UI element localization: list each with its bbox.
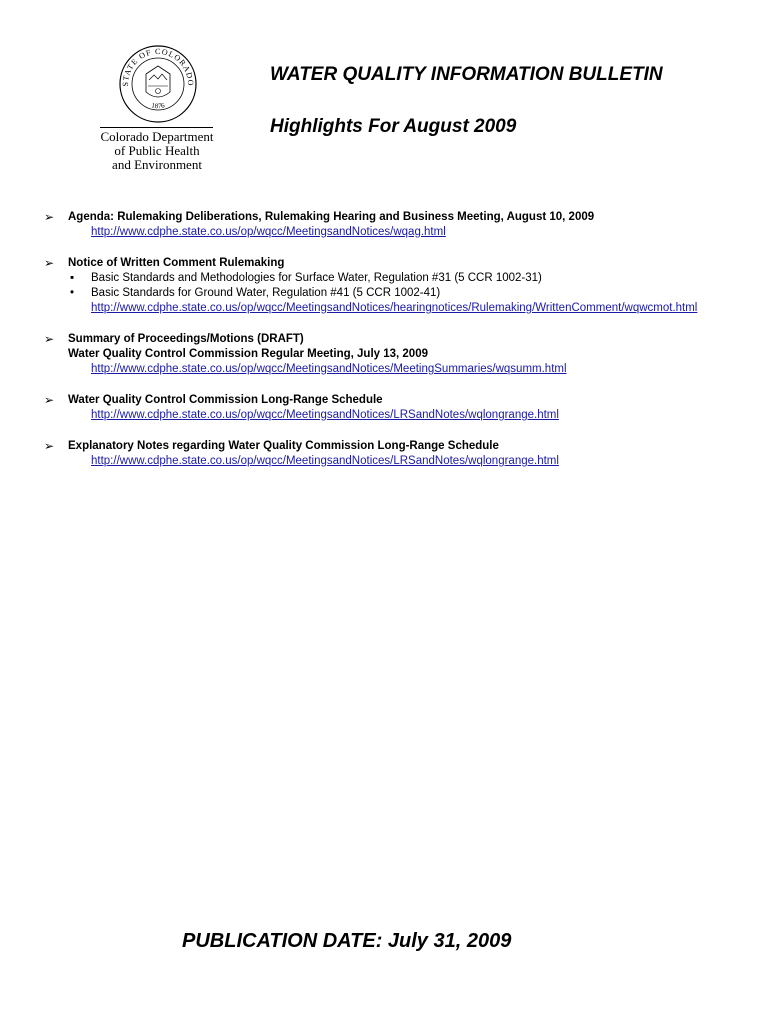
seal-top-text: STATE OF COLORADO bbox=[120, 46, 196, 87]
item-title: Summary of Proceedings/Motions (DRAFT) bbox=[68, 333, 304, 345]
sub-item-link-wrap bbox=[91, 301, 744, 316]
item-subtitle: Water Quality Control Commission Regular Meeting, July 13, 2009 bbox=[68, 348, 428, 360]
bulletin-title: WATER QUALITY INFORMATION BULLETIN bbox=[270, 64, 663, 85]
svg-text:1876 bbox=[151, 101, 166, 110]
square-bullet-icon: ▪ bbox=[70, 272, 75, 284]
department-line-2: of Public Health bbox=[114, 143, 200, 158]
item-title: Agenda: Rulemaking Deliberations, Rulemaking Hearing and Business Meeting, August 10, 2009 bbox=[68, 211, 595, 223]
item-link[interactable]: http://www.cdphe.state.co.us/op/wqcc/MeetingsandNotices/LRSandNotes/wqlongrange.html bbox=[91, 455, 559, 467]
department-name bbox=[92, 130, 222, 172]
list-item bbox=[44, 256, 744, 316]
item-title: Water Quality Control Commission Long-Range Schedule bbox=[68, 394, 383, 406]
seal-year: 1876 bbox=[150, 101, 166, 111]
arrow-bullet-icon: ➢ bbox=[44, 393, 55, 407]
item-link[interactable]: http://www.cdphe.state.co.us/op/wqcc/MeetingsandNotices/hearingnotices/Rulemaking/WrittenComment/wqwcmot.html bbox=[91, 302, 698, 314]
arrow-bullet-icon: ➢ bbox=[44, 439, 55, 453]
list-item bbox=[44, 393, 744, 423]
bulletin-subtitle: Highlights For August 2009 bbox=[270, 116, 517, 137]
state-seal-logo bbox=[118, 44, 198, 124]
list-item bbox=[44, 210, 744, 240]
sub-item bbox=[70, 271, 744, 286]
round-bullet-icon: • bbox=[70, 287, 75, 299]
arrow-bullet-icon: ➢ bbox=[44, 210, 55, 224]
item-title: Explanatory Notes regarding Water Quality Commission Long-Range Schedule bbox=[68, 440, 499, 452]
sub-item-text: Basic Standards and Methodologies for Surface Water, Regulation #31 (5 CCR 1002-31) bbox=[91, 272, 542, 284]
item-link[interactable]: http://www.cdphe.state.co.us/op/wqcc/MeetingsandNotices/LRSandNotes/wqlongrange.html bbox=[91, 409, 559, 421]
arrow-bullet-icon: ➢ bbox=[44, 332, 55, 346]
item-link[interactable]: http://www.cdphe.state.co.us/op/wqcc/MeetingsandNotices/wqag.html bbox=[91, 226, 446, 238]
sub-item bbox=[70, 286, 744, 301]
publication-date: PUBLICATION DATE: July 31, 2009 bbox=[182, 930, 512, 952]
list-item bbox=[44, 332, 744, 377]
department-line-3: and Environment bbox=[112, 157, 202, 172]
item-link[interactable]: http://www.cdphe.state.co.us/op/wqcc/MeetingsandNotices/MeetingSummaries/wqsumm.html bbox=[91, 363, 567, 375]
bulletin-items bbox=[44, 210, 744, 485]
list-item bbox=[44, 439, 744, 469]
sub-item-text: Basic Standards for Ground Water, Regulation #41 (5 CCR 1002-41) bbox=[91, 287, 441, 299]
arrow-bullet-icon: ➢ bbox=[44, 256, 55, 270]
logo-divider bbox=[100, 127, 213, 128]
department-line-1: Colorado Department bbox=[100, 129, 214, 144]
item-title: Notice of Written Comment Rulemaking bbox=[68, 257, 285, 269]
